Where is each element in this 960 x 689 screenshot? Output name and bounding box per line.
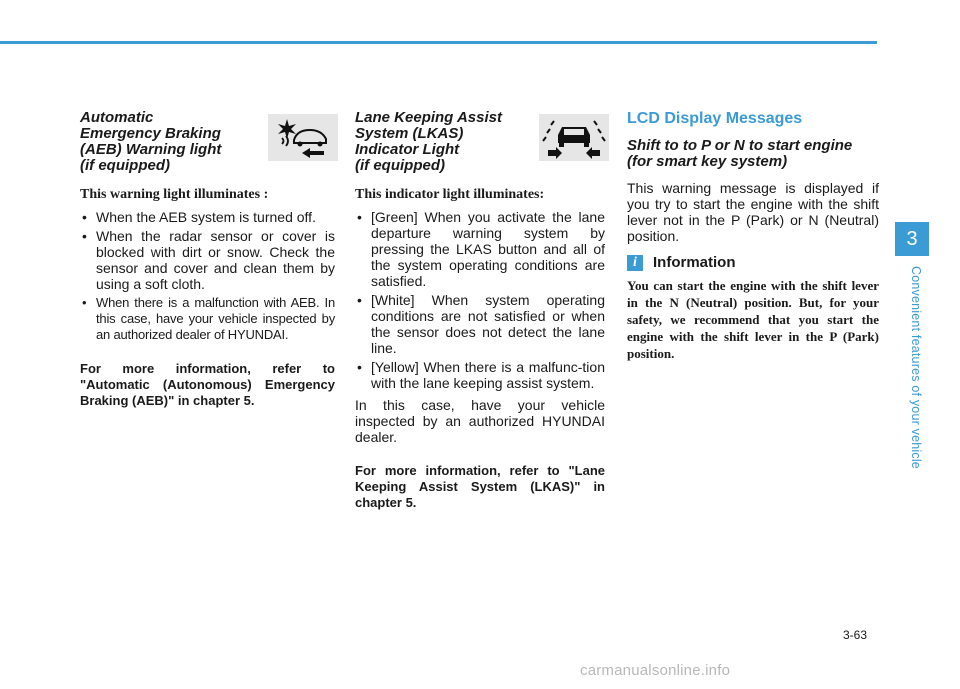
information-body: You can start the engine with the shift lever in the N (Neutral) position. But, for your safety, we recommend that you start the engine with the shift lever in the P (Park) position. — [627, 278, 879, 361]
lkas-lead: This indicator light illuminates: — [355, 187, 545, 202]
list-item: • [Yellow] When there is a malfunc-tion with the lane keeping assist system. — [355, 359, 605, 391]
chapter-number-tab: 3 — [895, 222, 929, 256]
list-item: • When the radar sensor or cover is blocked with dirt or snow. Check the sensor and cover and clean them by using a soft cloth. — [80, 228, 335, 292]
lkas-reference-note: For more information, refer to "Lane Keeping Assist System (LKAS)" in chapter 5. — [355, 463, 605, 510]
watermark: carmanualsonline.info — [580, 662, 731, 679]
aeb-bullet-list — [80, 209, 335, 343]
list-item: • When the AEB system is turned off. — [80, 209, 335, 225]
shift-message-para: This warning message is displayed if you try to start the engine with the shift lever not in the P (Park) or N (Neutral) position. — [627, 180, 879, 244]
shift-message-heading: Shift to to P or N to start engine (for smart key system) — [627, 137, 853, 170]
aeb-reference-note: For more information, refer to "Automatic (Autonomous) Emergency Braking (AEB)" in chapter 5. — [80, 361, 335, 408]
lkas-bullet-list — [355, 209, 605, 391]
lkas-indicator-icon — [539, 114, 609, 161]
aeb-heading: Automatic Emergency Braking (AEB) Warning light (if equipped) — [80, 109, 222, 174]
lcd-messages-section — [627, 110, 879, 362]
top-rule — [0, 41, 877, 44]
page-number: 3-63 — [843, 628, 868, 642]
info-icon: i — [627, 255, 643, 271]
information-title: Information — [653, 254, 736, 271]
information-header — [627, 254, 879, 271]
chapter-title: Convenient features of your vehicle — [909, 266, 923, 469]
list-item: • [White] When system operating conditions are not satisfied or when the sensor does not detect the lane line. — [355, 292, 605, 356]
list-item: • [Green] When you activate the lane departure warning system by pressing the LKAS button and all of the system operating conditions are satisfied. — [355, 209, 605, 289]
aeb-lead: This warning light illuminates : — [80, 187, 269, 202]
lkas-heading: Lane Keeping Assist System (LKAS) Indicator Light (if equipped) — [355, 109, 502, 174]
lkas-section — [355, 110, 605, 511]
aeb-section — [80, 110, 335, 409]
lcd-section-title: LCD Display Messages — [627, 110, 803, 127]
list-item: • When there is a malfunction with AEB. In this case, have your vehicle inspected by an authorized dealer of HYUNDAI. — [80, 295, 335, 343]
lkas-inspection-para: In this case, have your vehicle inspected by an authorized HYUNDAI dealer. — [355, 397, 605, 445]
aeb-warning-icon — [268, 114, 338, 161]
